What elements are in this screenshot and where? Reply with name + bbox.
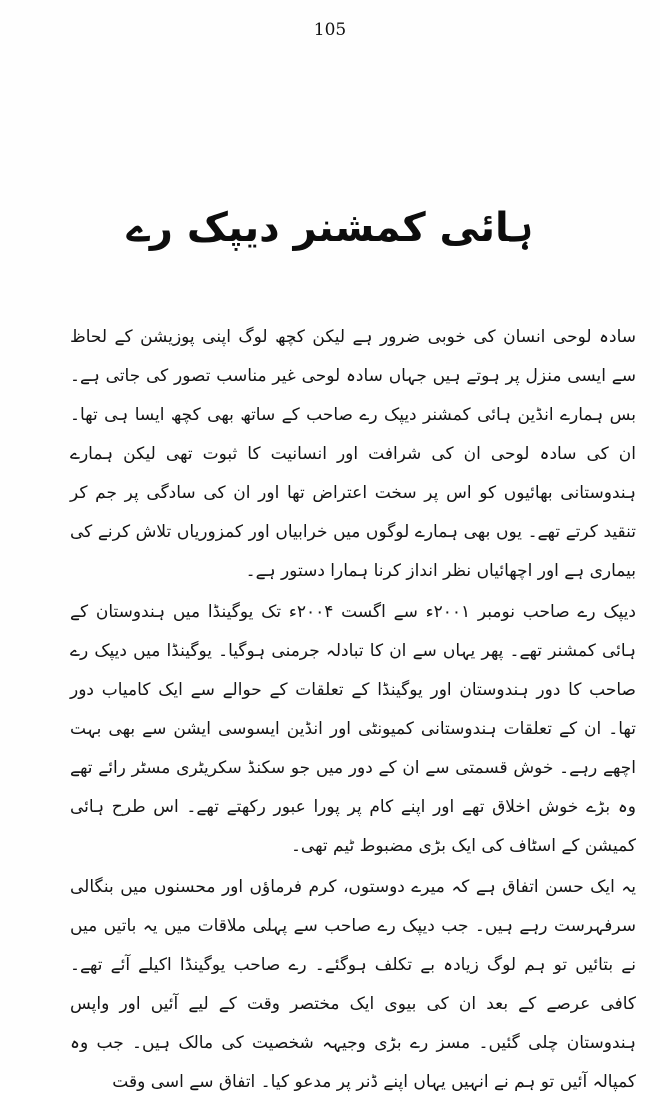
paragraph: یہ ایک حسن اتفاق ہے کہ میرے دوستوں، کرم فرماؤں اور محسنوں میں بنگالی سرفہرست رہے ہیں۔ جب دیپک رے صاحب سے پہلی ملاقات میں یہ باتیں میں نے بتائیں تو ہم لوگ زیادہ بے تکلف ہوگئے۔ رے صاحب یوگینڈا اکیلے آئے تھے۔ کافی عرصے کے بعد ان کی بیوی ایک مختصر وقت کے لیے آئیں اور واپس ہندوستان چلی گئیں۔ مسز رے بڑی وجیہہ شخصیت کی مالک ہیں۔ جب وہ کمپالہ آئیں تو ہم نے انہیں یہاں اپنے ڈنر پر مدعو کیا۔ اتفاق سے اسی وقت — [70, 877, 636, 1092]
chapter-title: ہائی کمشنر دیپک رے — [126, 205, 534, 251]
body-text — [70, 318, 636, 1102]
page-number: 105 — [313, 20, 347, 40]
paragraph: سادہ لوحی انسان کی خوبی ضرور ہے لیکن کچھ لوگ اپنی پوزیشن کے لحاظ سے ایسی منزل پر ہوتے ہیں جہاں سادہ لوحی غیر مناسب تصور کی جاتی ہے۔ بس ہمارے انڈین ہائی کمشنر دیپک رے صاحب کے ساتھ بھی کچھ ایسا ہی تھا۔ ان کی سادہ لوحی ان کی شرافت اور انسانیت کا ثبوت تھی لیکن ہمارے ہندوستانی بھائیوں کو اس پر سخت اعتراض تھا اور ان کی سادگی پر جم کر تنقید کرتے تھے۔ یوں بھی ہمارے لوگوں میں خرابیاں اور کمزوریاں تلاش کرنے کی بیماری ہے اور اچھائیاں نظر انداز کرنا ہمارا دستور ہے۔ — [70, 327, 636, 581]
paragraph: دیپک رے صاحب نومبر ۲۰۰۱ء سے اگست ۲۰۰۴ء تک یوگینڈا میں ہندوستان کے ہائی کمشنر تھے۔ پھر یہاں سے ان کا تبادلہ جرمنی ہوگیا۔ یوگینڈا میں دیپک رے صاحب کا دور ہندوستان اور یوگینڈا کے تعلقات کے حوالے سے ایک کامیاب دور تھا۔ ان کے تعلقات ہندوستانی کمیونٹی اور انڈین ایسوسی ایشن سے بھی بہت اچھے رہے۔ خوش قسمتی سے ان کے دور میں جو سکنڈ سکریٹری مسٹر رائے تھے وہ بڑے خوش اخلاق تھے اور اپنے کام پر پورا عبور رکھتے تھے۔ اس طرح ہائی کمیشن کے اسٹاف کی ایک بڑی مضبوط ٹیم تھی۔ — [70, 602, 636, 856]
